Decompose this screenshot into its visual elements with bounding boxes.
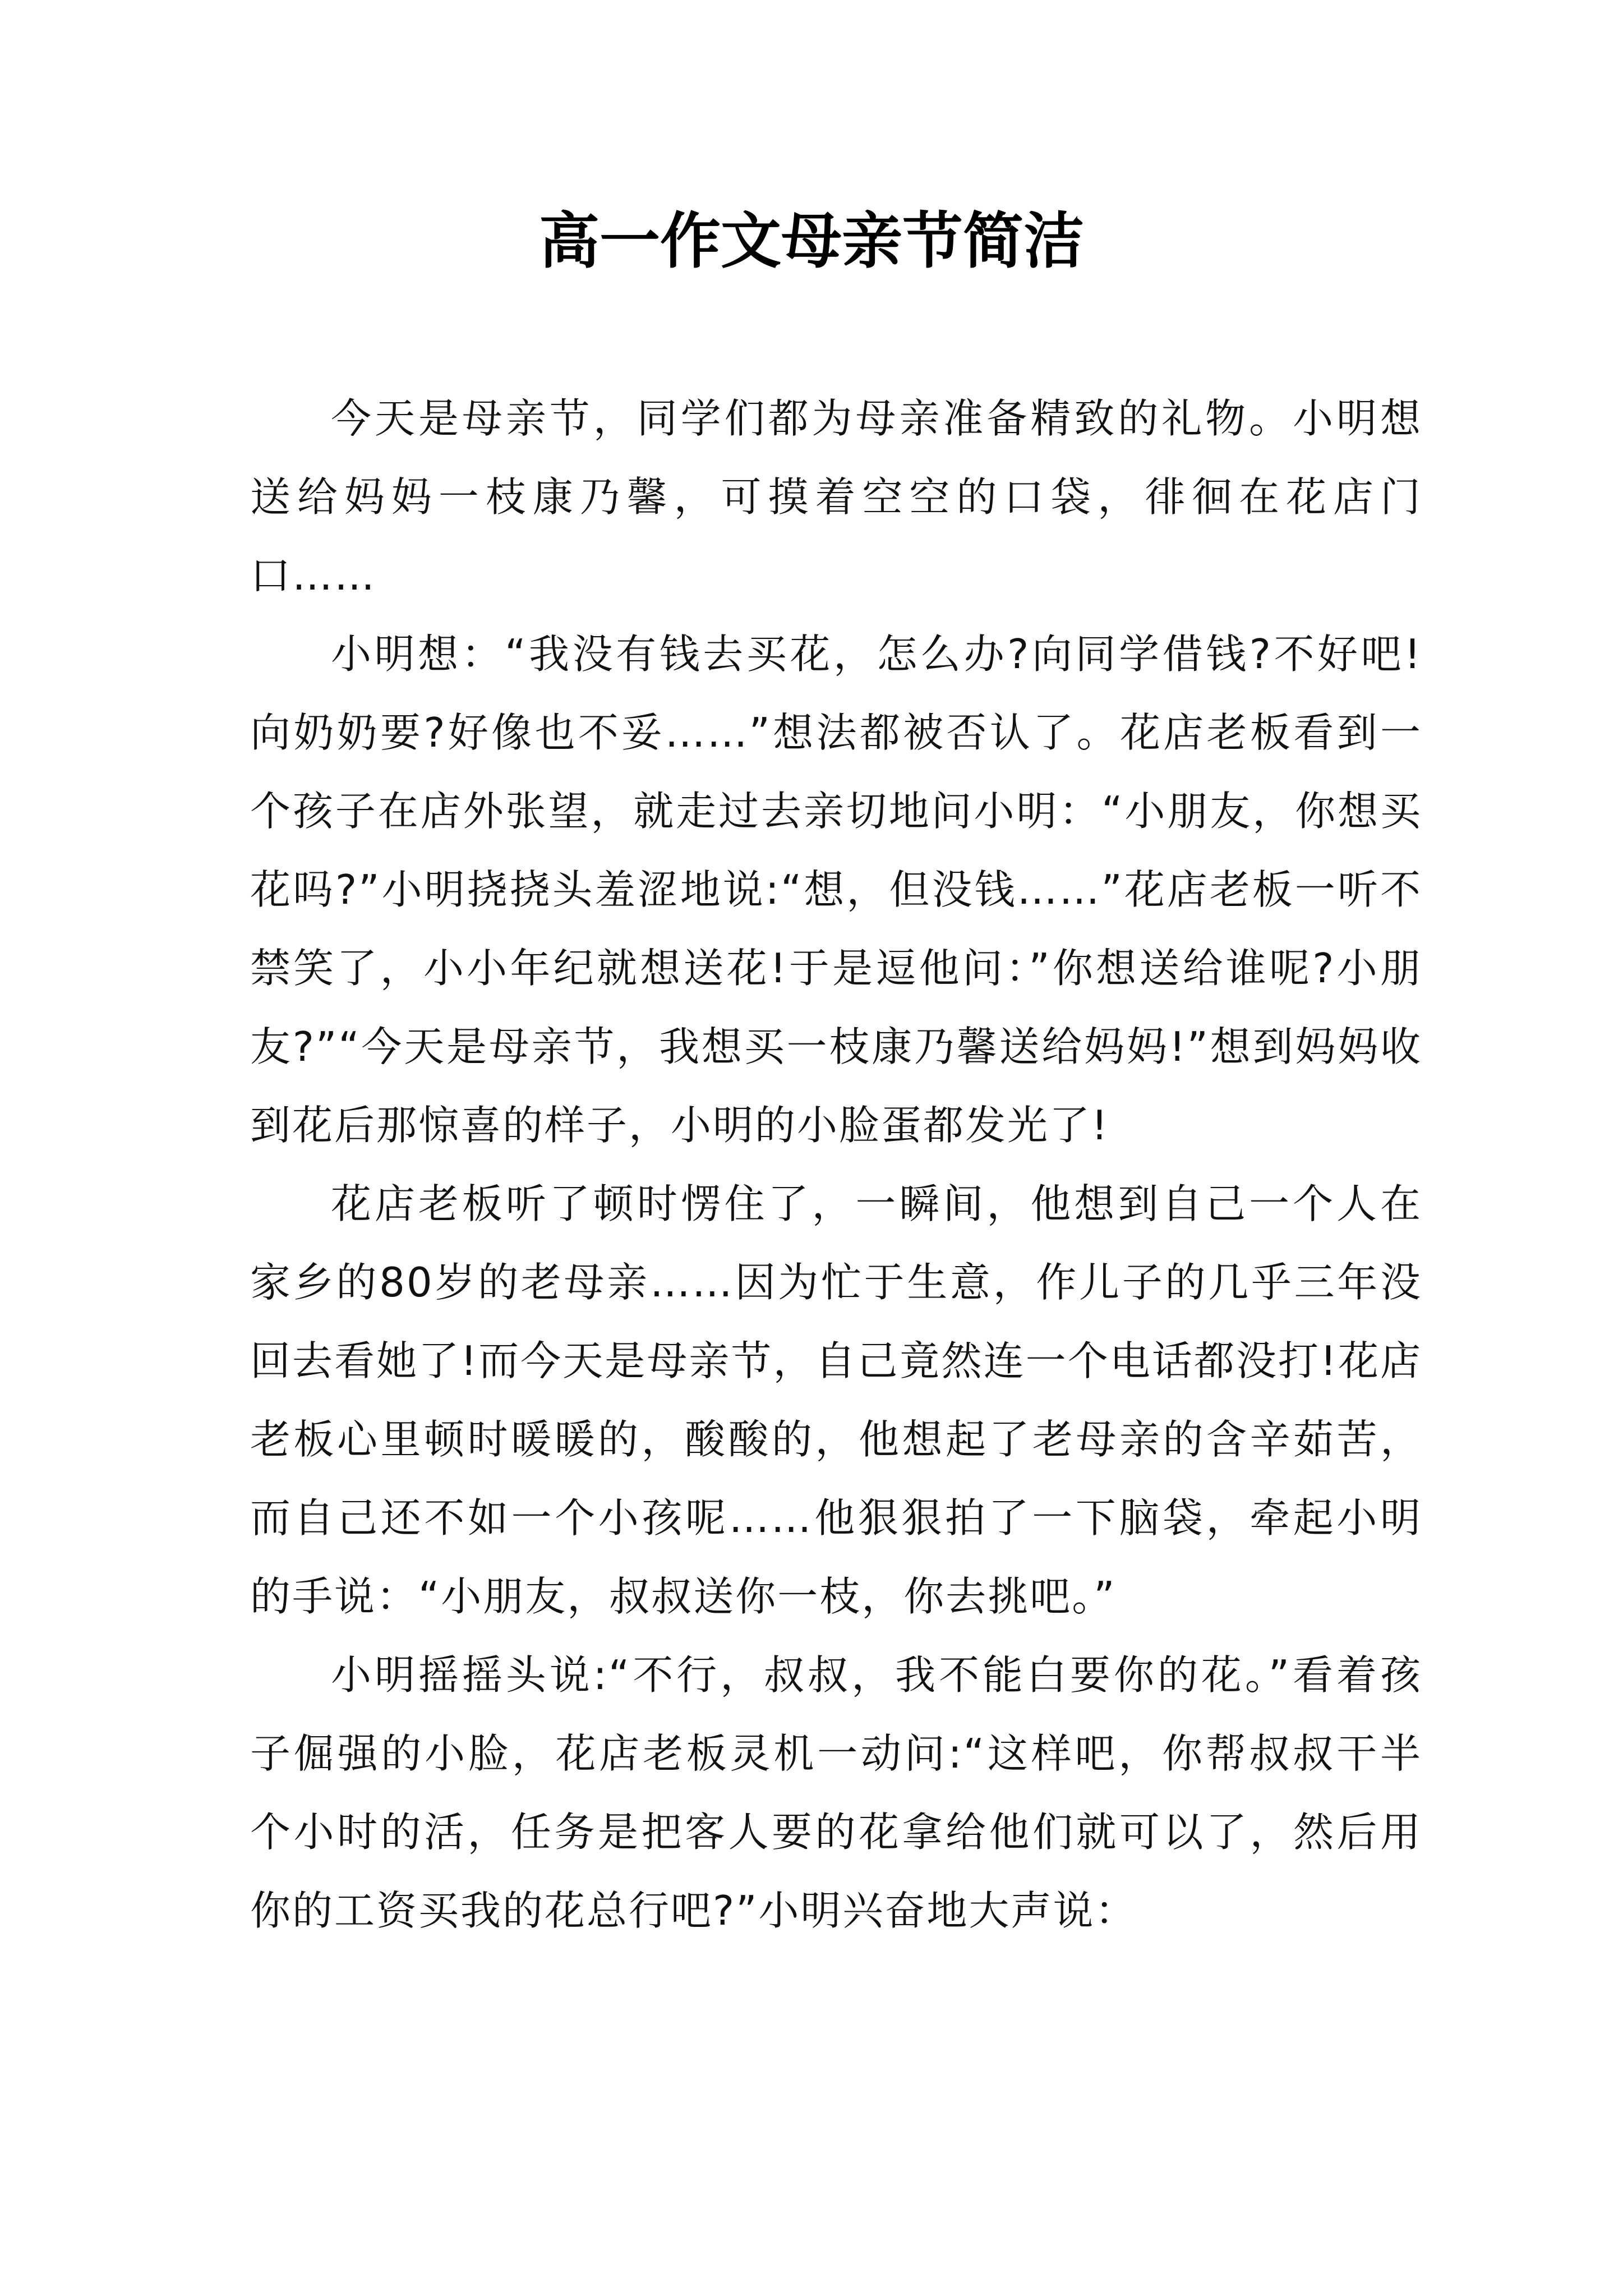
paragraph: 小明摇摇头说:“不行，叔叔，我不能白要你的花。”看着孩子倔强的小脸，花店老板灵机一动问:“这样吧，你帮叔叔干半个小时的活，任务是把客人要的花拿给他们就可以了，然后用你的工资买我的花总行吧?”小明兴奋地大声说： bbox=[250, 1651, 1422, 1934]
paragraph: 今天是母亲节，同学们都为母亲准备精致的礼物。小明想送给妈妈一枝康乃馨，可摸着空空的口袋，徘徊在花店门口…… bbox=[250, 395, 1422, 599]
document-body bbox=[250, 379, 1422, 1950]
document-title: 高一作文母亲节简洁 bbox=[538, 206, 1084, 277]
paragraph: 花店老板听了顿时愣住了，一瞬间，他想到自己一个人在家乡的80岁的老母亲……因为忙于生意，作儿子的几乎三年没回去看她了!而今天是母亲节，自己竟然连一个电话都没打!花店老板心里顿时暖暖的，酸酸的，他想起了老母亲的含辛茹苦，而自己还不如一个小孩呢……他狠狠拍了一下脑袋，牵起小明的手说：“小朋友，叔叔送你一枝，你去挑吧。” bbox=[250, 1180, 1422, 1620]
paragraph: 小明想：“我没有钱去买花，怎么办?向同学借钱?不好吧!向奶奶要?好像也不妥……”想法都被否认了。花店老板看到一个孩子在店外张望，就走过去亲切地问小明：“小朋友，你想买花吗?”小明挠挠头羞涩地说:“想，但没钱……”花店老板一听不禁笑了，小小年纪就想送花!于是逗他问：”你想送给谁呢?小朋友?”“今天是母亲节，我想买一枝康乃馨送给妈妈!”想到妈妈收到花后那惊喜的样子，小明的小脸蛋都发光了! bbox=[250, 631, 1422, 1149]
